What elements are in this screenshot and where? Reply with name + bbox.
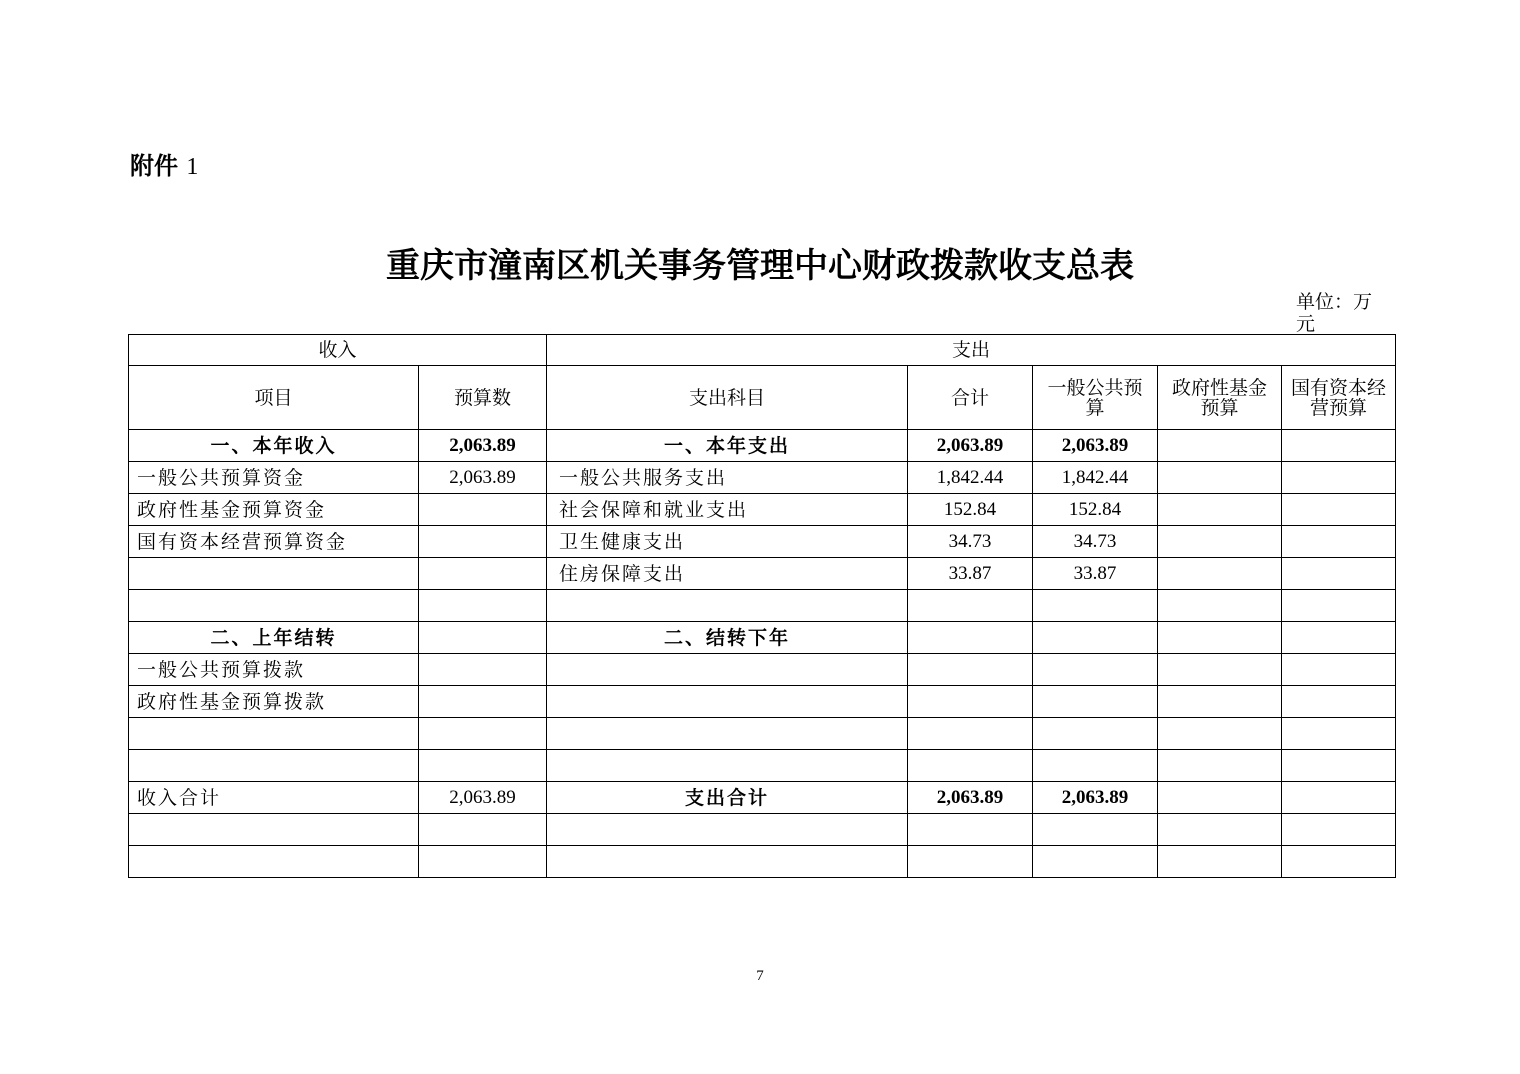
income-value-cell (419, 846, 547, 878)
attachment-label (130, 146, 198, 181)
state-capital-cell (1282, 590, 1396, 622)
gov-fund-cell (1158, 718, 1282, 750)
page-number: 7 (756, 968, 764, 984)
general-public-cell (1033, 686, 1158, 718)
unit-label: 单位：万元 (1296, 291, 1373, 335)
income-value-cell (419, 622, 547, 654)
income-item-cell (129, 750, 419, 782)
expense-item-cell: 一、本年支出 (547, 430, 908, 462)
state-capital-cell (1282, 718, 1396, 750)
general-public-cell (1033, 590, 1158, 622)
attachment-number: 1 (186, 154, 199, 180)
finance-table (128, 334, 1396, 878)
total-cell (908, 654, 1033, 686)
table-row (129, 462, 1396, 494)
general-public-cell: 2,063.89 (1033, 430, 1158, 462)
state-capital-cell (1282, 686, 1396, 718)
income-value-cell: 2,063.89 (419, 782, 547, 814)
gov-fund-cell (1158, 686, 1282, 718)
total-cell (908, 718, 1033, 750)
expense-item-cell (547, 590, 908, 622)
income-item-cell: 一般公共预算拨款 (129, 654, 419, 686)
general-public-cell: 33.87 (1033, 558, 1158, 590)
table-row (129, 654, 1396, 686)
total-cell (908, 686, 1033, 718)
state-capital-cell (1282, 430, 1396, 462)
income-item-cell (129, 718, 419, 750)
expense-item-cell (547, 686, 908, 718)
section-header-row (129, 335, 1396, 366)
expense-item-cell: 卫生健康支出 (547, 526, 908, 558)
gov-fund-cell (1158, 558, 1282, 590)
income-item-cell: 国有资本经营预算资金 (129, 526, 419, 558)
income-item-cell (129, 814, 419, 846)
page-title: 重庆市潼南区机关事务管理中心财政拨款收支总表 (386, 246, 1134, 286)
header-general-public: 一般公共预算 (1033, 366, 1158, 430)
general-public-cell (1033, 814, 1158, 846)
income-section-header: 收入 (129, 335, 547, 366)
header-state-capital: 国有资本经营预算 (1282, 366, 1396, 430)
income-value-cell: 2,063.89 (419, 462, 547, 494)
table-row (129, 558, 1396, 590)
expense-item-cell (547, 654, 908, 686)
gov-fund-cell (1158, 750, 1282, 782)
table-row (129, 686, 1396, 718)
table-row (129, 782, 1396, 814)
total-cell: 152.84 (908, 494, 1033, 526)
general-public-cell: 34.73 (1033, 526, 1158, 558)
general-public-cell: 152.84 (1033, 494, 1158, 526)
table-row (129, 846, 1396, 878)
expense-item-cell (547, 750, 908, 782)
income-item-cell: 一般公共预算资金 (129, 462, 419, 494)
general-public-cell: 1,842.44 (1033, 462, 1158, 494)
income-value-cell (419, 558, 547, 590)
header-total: 合计 (908, 366, 1033, 430)
total-cell (908, 846, 1033, 878)
income-item-cell: 收入合计 (129, 782, 419, 814)
income-item-cell (129, 846, 419, 878)
income-item-cell: 二、上年结转 (129, 622, 419, 654)
expense-item-cell (547, 846, 908, 878)
attachment-text: 附件 (130, 152, 178, 180)
column-header-row (129, 366, 1396, 430)
total-cell: 1,842.44 (908, 462, 1033, 494)
total-cell: 2,063.89 (908, 430, 1033, 462)
gov-fund-cell (1158, 782, 1282, 814)
expense-item-cell: 支出合计 (547, 782, 908, 814)
gov-fund-cell (1158, 462, 1282, 494)
header-expense-subject: 支出科目 (547, 366, 908, 430)
header-item: 项目 (129, 366, 419, 430)
general-public-cell (1033, 750, 1158, 782)
state-capital-cell (1282, 494, 1396, 526)
header-gov-fund: 政府性基金预算 (1158, 366, 1282, 430)
general-public-cell (1033, 718, 1158, 750)
total-cell (908, 750, 1033, 782)
total-cell: 34.73 (908, 526, 1033, 558)
gov-fund-cell (1158, 430, 1282, 462)
income-item-cell: 政府性基金预算资金 (129, 494, 419, 526)
income-item-cell: 政府性基金预算拨款 (129, 686, 419, 718)
state-capital-cell (1282, 558, 1396, 590)
gov-fund-cell (1158, 590, 1282, 622)
table-row (129, 430, 1396, 462)
income-value-cell: 2,063.89 (419, 430, 547, 462)
state-capital-cell (1282, 750, 1396, 782)
state-capital-cell (1282, 622, 1396, 654)
state-capital-cell (1282, 846, 1396, 878)
expense-item-cell: 一般公共服务支出 (547, 462, 908, 494)
expense-item-cell: 住房保障支出 (547, 558, 908, 590)
expense-item-cell (547, 718, 908, 750)
general-public-cell (1033, 622, 1158, 654)
state-capital-cell (1282, 526, 1396, 558)
gov-fund-cell (1158, 814, 1282, 846)
income-value-cell (419, 750, 547, 782)
income-item-cell (129, 558, 419, 590)
table-row (129, 750, 1396, 782)
table-row (129, 814, 1396, 846)
table-row (129, 718, 1396, 750)
header-budget: 预算数 (419, 366, 547, 430)
general-public-cell (1033, 654, 1158, 686)
gov-fund-cell (1158, 526, 1282, 558)
gov-fund-cell (1158, 654, 1282, 686)
total-cell: 2,063.89 (908, 782, 1033, 814)
total-cell (908, 622, 1033, 654)
table-row (129, 590, 1396, 622)
expense-item-cell (547, 814, 908, 846)
income-value-cell (419, 814, 547, 846)
expense-section-header: 支出 (547, 335, 1396, 366)
expense-item-cell: 二、结转下年 (547, 622, 908, 654)
table-row (129, 526, 1396, 558)
income-value-cell (419, 590, 547, 622)
general-public-cell: 2,063.89 (1033, 782, 1158, 814)
table-row (129, 622, 1396, 654)
income-value-cell (419, 654, 547, 686)
expense-item-cell: 社会保障和就业支出 (547, 494, 908, 526)
table-row (129, 494, 1396, 526)
income-value-cell (419, 526, 547, 558)
total-cell: 33.87 (908, 558, 1033, 590)
income-item-cell: 一、本年收入 (129, 430, 419, 462)
state-capital-cell (1282, 462, 1396, 494)
income-value-cell (419, 494, 547, 526)
income-value-cell (419, 686, 547, 718)
total-cell (908, 590, 1033, 622)
state-capital-cell (1282, 654, 1396, 686)
income-item-cell (129, 590, 419, 622)
gov-fund-cell (1158, 846, 1282, 878)
total-cell (908, 814, 1033, 846)
state-capital-cell (1282, 814, 1396, 846)
gov-fund-cell (1158, 622, 1282, 654)
gov-fund-cell (1158, 494, 1282, 526)
state-capital-cell (1282, 782, 1396, 814)
income-value-cell (419, 718, 547, 750)
general-public-cell (1033, 846, 1158, 878)
